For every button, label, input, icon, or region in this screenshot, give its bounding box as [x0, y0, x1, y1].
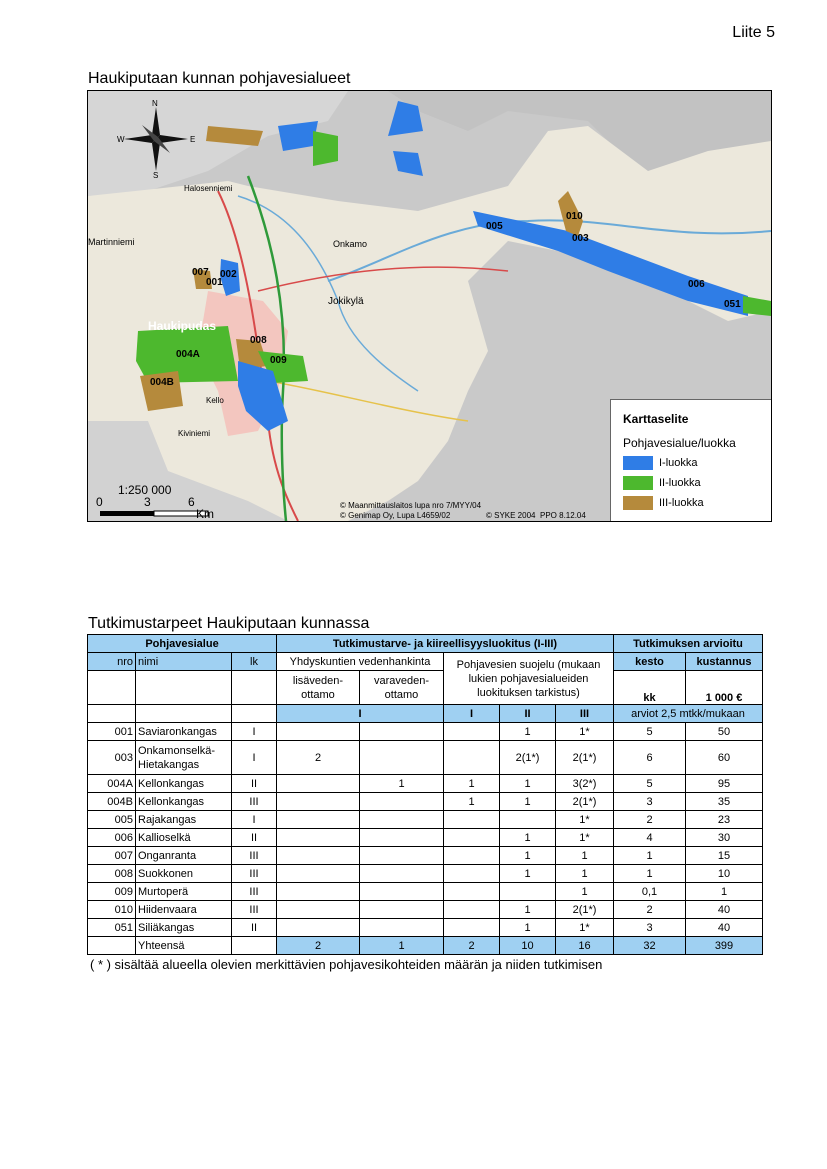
- compass-s: S: [153, 171, 159, 180]
- cell-lk: II: [232, 829, 277, 847]
- table-row: [88, 883, 763, 901]
- cell-vara: [360, 919, 444, 937]
- table-row: [88, 775, 763, 793]
- cell-cost: 30: [686, 829, 763, 847]
- cell-lk: I: [232, 741, 277, 775]
- cell-s2: 1: [500, 829, 556, 847]
- cell-s3: 1: [556, 847, 614, 865]
- cell-vara: 1: [360, 775, 444, 793]
- header-nro: nro: [88, 653, 136, 671]
- header-cost-unit: 1 000 €: [686, 671, 763, 705]
- table-row: [88, 847, 763, 865]
- cell-vara: [360, 811, 444, 829]
- scale-ratio: 1:250 000: [118, 483, 172, 497]
- cell-nimi: Saviaronkangas: [136, 723, 232, 741]
- cell-s1: 1: [444, 793, 500, 811]
- header-row-3: [88, 671, 763, 705]
- cell-nimi: Kellonkangas: [136, 793, 232, 811]
- cell-lisa: [277, 793, 360, 811]
- compass-n: N: [152, 99, 158, 108]
- zone-label-004A: 004A: [176, 349, 200, 360]
- cell-s1: [444, 847, 500, 865]
- zone-label-008: 008: [250, 335, 267, 346]
- cell-s2: 1: [500, 793, 556, 811]
- cell-lk: II: [232, 775, 277, 793]
- cell-cost: 60: [686, 741, 763, 775]
- legend-label-ii: II-luokka: [659, 477, 701, 489]
- cell-cost: 50: [686, 723, 763, 741]
- place-kiviniemi: Kiviniemi: [178, 429, 211, 438]
- cell-s1: [444, 919, 500, 937]
- cell-cost: 95: [686, 775, 763, 793]
- header-yhd: Yhdyskuntien vedenhankinta: [277, 653, 444, 671]
- cell-vara: [360, 865, 444, 883]
- cell-s2: [500, 883, 556, 901]
- cell-s2: 1: [500, 919, 556, 937]
- cell-nro: 004B: [88, 793, 136, 811]
- cell-s3: 1*: [556, 829, 614, 847]
- cell-s3: 1*: [556, 811, 614, 829]
- header-row-2: [88, 653, 763, 671]
- cell-vara: [360, 829, 444, 847]
- scale-unit: Km: [196, 507, 214, 521]
- cell-lisa: [277, 829, 360, 847]
- cell-nimi: Rajakangas: [136, 811, 232, 829]
- total-kk: 32: [614, 937, 686, 955]
- place-jokikyla: Jokikylä: [328, 296, 364, 307]
- cell-lisa: [277, 847, 360, 865]
- cell-nimi: Siliäkangas: [136, 919, 232, 937]
- cell-nro: 004A: [88, 775, 136, 793]
- table-row: [88, 723, 763, 741]
- header-s3: III: [556, 705, 614, 723]
- cell-s2: [500, 811, 556, 829]
- cell-s1: [444, 901, 500, 919]
- zone-label-004B: 004B: [150, 377, 174, 388]
- copyright-4: PPO 8.12.04: [540, 511, 586, 520]
- cell-kk: 1: [614, 847, 686, 865]
- cell-nimi: Kellonkangas: [136, 775, 232, 793]
- cell-nimi: Suokkonen: [136, 865, 232, 883]
- cell-lisa: [277, 919, 360, 937]
- cell-s3: 2(1*): [556, 793, 614, 811]
- cell-s3: 1*: [556, 723, 614, 741]
- cell-lk: I: [232, 811, 277, 829]
- cell-cost: 23: [686, 811, 763, 829]
- legend-title: Karttaselite: [623, 412, 689, 426]
- cell-nro: 006: [88, 829, 136, 847]
- cell-lk: III: [232, 883, 277, 901]
- cell-s2: 1: [500, 723, 556, 741]
- cell-s1: [444, 829, 500, 847]
- cell-nro: 007: [88, 847, 136, 865]
- zone-label-005: 005: [486, 221, 503, 232]
- zone-label-001: 001: [206, 277, 223, 288]
- total-cost: 399: [686, 937, 763, 955]
- header-s1: I: [444, 705, 500, 723]
- cell-lisa: [277, 865, 360, 883]
- header-empty-6: [232, 705, 277, 723]
- place-martinniemi: Martinniemi: [88, 237, 135, 247]
- header-area: Pohjavesialue: [88, 635, 277, 653]
- cell-lk: III: [232, 793, 277, 811]
- table-row: [88, 919, 763, 937]
- header-note: arviot 2,5 mtkk/mukaan: [614, 705, 763, 723]
- cell-s2: 1: [500, 901, 556, 919]
- zone-label-003: 003: [572, 233, 589, 244]
- compass-e: E: [190, 135, 196, 144]
- total-s3: 16: [556, 937, 614, 955]
- cell-kk: 3: [614, 919, 686, 937]
- cell-cost: 40: [686, 919, 763, 937]
- header-suojelu: Pohjavesien suojelu (mukaan lukien pohjavesialueiden luokituksen tarkistus): [444, 653, 614, 705]
- cell-cost: 15: [686, 847, 763, 865]
- header-lisa: lisäveden-ottamo: [277, 671, 360, 705]
- cell-s1: 1: [444, 775, 500, 793]
- cell-cost: 1: [686, 883, 763, 901]
- cell-cost: 35: [686, 793, 763, 811]
- table-footnote: ( * ) sisältää alueella olevien merkittävien pohjavesikohteiden määrän ja niiden tutkimisen: [90, 957, 603, 972]
- header-row-1: [88, 635, 763, 653]
- header-empty-3: [232, 671, 277, 705]
- cell-kk: 5: [614, 723, 686, 741]
- cell-s3: 2(1*): [556, 901, 614, 919]
- total-row: [88, 937, 763, 955]
- cell-lk: II: [232, 919, 277, 937]
- cell-kk: 2: [614, 901, 686, 919]
- cell-nimi: Murtoperä: [136, 883, 232, 901]
- compass-w: W: [117, 135, 125, 144]
- cell-vara: [360, 883, 444, 901]
- total-vara: 1: [360, 937, 444, 955]
- header-estimate: Tutkimuksen arvioitu: [614, 635, 763, 653]
- legend-swatch-ii: [623, 476, 653, 490]
- total-empty: [88, 937, 136, 955]
- scale-tick-0: 0: [96, 495, 103, 509]
- zone-label-051: 051: [724, 299, 741, 310]
- total-s2: 10: [500, 937, 556, 955]
- cell-s2: 1: [500, 775, 556, 793]
- cell-s1: [444, 883, 500, 901]
- cell-nimi: Onganranta: [136, 847, 232, 865]
- zone-label-007: 007: [192, 267, 209, 278]
- header-empty-2: [136, 671, 232, 705]
- cell-kk: 5: [614, 775, 686, 793]
- cell-vara: [360, 901, 444, 919]
- cell-vara: [360, 741, 444, 775]
- legend-label-iii: III-luokka: [659, 497, 704, 509]
- cell-nro: 005: [88, 811, 136, 829]
- cell-nro: 008: [88, 865, 136, 883]
- cell-lisa: 2: [277, 741, 360, 775]
- cell-s1: [444, 741, 500, 775]
- cell-s3: 1*: [556, 919, 614, 937]
- place-onkamo: Onkamo: [333, 239, 368, 249]
- zone-outside-ii: [313, 131, 338, 166]
- cell-lk: III: [232, 901, 277, 919]
- table-row: [88, 793, 763, 811]
- cell-s2: 1: [500, 847, 556, 865]
- cell-kk: 1: [614, 865, 686, 883]
- groundwater-map: [87, 90, 772, 522]
- scale-tick-6: 6: [188, 495, 195, 509]
- page-label: Liite 5: [732, 24, 775, 41]
- cell-kk: 0,1: [614, 883, 686, 901]
- cell-kk: 6: [614, 741, 686, 775]
- copyright-2: © Genimap Oy, Lupa L4659/02: [340, 511, 451, 520]
- cell-lisa: [277, 901, 360, 919]
- cell-nro: 009: [88, 883, 136, 901]
- cell-kk: 4: [614, 829, 686, 847]
- header-empty-4: [88, 705, 136, 723]
- cell-lk: I: [232, 723, 277, 741]
- cell-s3: 1: [556, 865, 614, 883]
- cell-kk: 2: [614, 811, 686, 829]
- copyright-1: © Maanmittauslaitos lupa nro 7/MYY/04: [340, 501, 482, 510]
- scale-tick-3: 3: [144, 495, 151, 509]
- legend-swatch-i: [623, 456, 653, 470]
- cell-nro: 010: [88, 901, 136, 919]
- cell-nro: 001: [88, 723, 136, 741]
- table-row: [88, 901, 763, 919]
- map-title: Haukiputaan kunnan pohjavesialueet: [88, 70, 351, 87]
- cell-cost: 40: [686, 901, 763, 919]
- place-haukipudas: Haukipudas: [148, 319, 217, 333]
- research-needs-table: [87, 634, 763, 955]
- total-empty-lk: [232, 937, 277, 955]
- place-halosenniemi: Halosenniemi: [184, 184, 233, 193]
- total-label: Yhteensä: [136, 937, 232, 955]
- cell-nimi: Kallioselkä: [136, 829, 232, 847]
- header-vara: varaveden-ottamo: [360, 671, 444, 705]
- cell-s3: 3(2*): [556, 775, 614, 793]
- cell-nro: 003: [88, 741, 136, 775]
- cell-s2: 1: [500, 865, 556, 883]
- cell-lisa: [277, 775, 360, 793]
- zone-label-002: 002: [220, 269, 237, 280]
- header-lk: lk: [232, 653, 277, 671]
- zone-label-010: 010: [566, 211, 583, 222]
- zone-label-006: 006: [688, 279, 705, 290]
- total-s1: 2: [444, 937, 500, 955]
- header-kk: kk: [614, 671, 686, 705]
- header-empty-5: [136, 705, 232, 723]
- cell-s1: [444, 811, 500, 829]
- legend-swatch-iii: [623, 496, 653, 510]
- cell-lk: III: [232, 865, 277, 883]
- cell-lisa: [277, 723, 360, 741]
- cell-nimi: Onkamonselkä-Hietakangas: [136, 741, 232, 775]
- table-title: Tutkimustarpeet Haukiputaan kunnassa: [88, 615, 370, 632]
- cell-s2: 2(1*): [500, 741, 556, 775]
- cell-lisa: [277, 811, 360, 829]
- copyright-3: © SYKE 2004: [486, 511, 536, 520]
- header-yhd-class: I: [277, 705, 444, 723]
- cell-nimi: Hiidenvaara: [136, 901, 232, 919]
- cell-lisa: [277, 883, 360, 901]
- cell-s3: 1: [556, 883, 614, 901]
- cell-s1: [444, 865, 500, 883]
- map-legend: [610, 399, 772, 522]
- table-row: [88, 811, 763, 829]
- header-nimi: nimi: [136, 653, 232, 671]
- total-lisa: 2: [277, 937, 360, 955]
- legend-subtitle: Pohjavesialue/luokka: [623, 436, 736, 450]
- legend-label-i: I-luokka: [659, 457, 698, 469]
- header-needs: Tutkimustarve- ja kiireellisyysluokitus (I-III): [277, 635, 614, 653]
- cell-cost: 10: [686, 865, 763, 883]
- header-empty-1: [88, 671, 136, 705]
- header-kustannus: kustannus: [686, 653, 763, 671]
- table-row: [88, 829, 763, 847]
- cell-vara: [360, 847, 444, 865]
- cell-nro: 051: [88, 919, 136, 937]
- header-row-4: [88, 705, 763, 723]
- place-kello: Kello: [206, 396, 224, 405]
- header-kesto: kesto: [614, 653, 686, 671]
- cell-s1: [444, 723, 500, 741]
- header-s2: II: [500, 705, 556, 723]
- cell-s3: 2(1*): [556, 741, 614, 775]
- table-row: [88, 741, 763, 775]
- cell-vara: [360, 793, 444, 811]
- cell-vara: [360, 723, 444, 741]
- zone-label-009: 009: [270, 355, 287, 366]
- cell-kk: 3: [614, 793, 686, 811]
- cell-lk: III: [232, 847, 277, 865]
- table-row: [88, 865, 763, 883]
